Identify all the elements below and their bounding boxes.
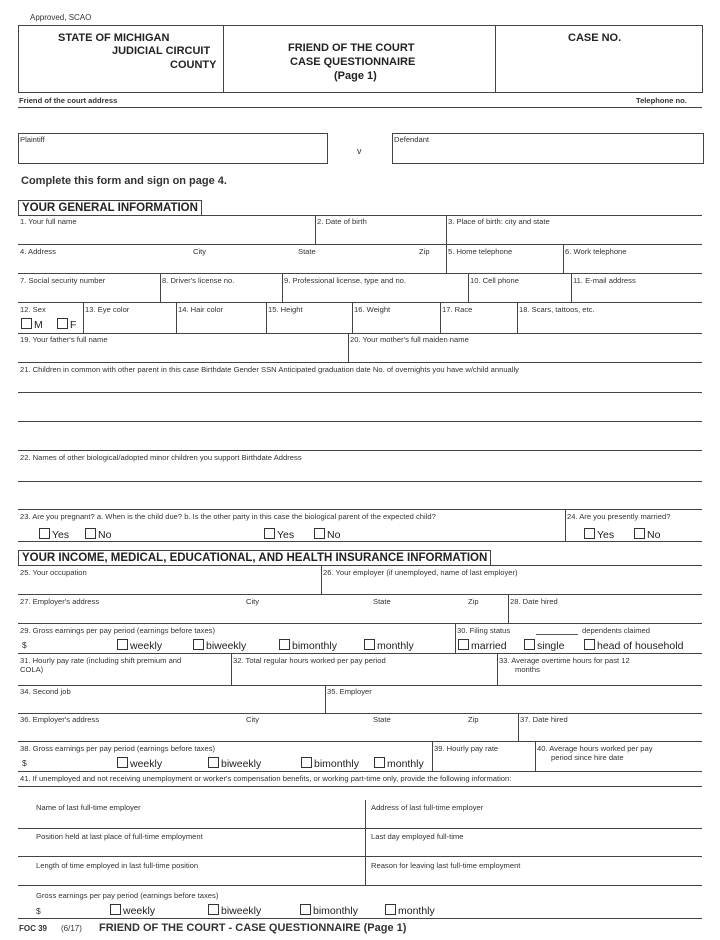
footer-form-code: FOC 39: [19, 924, 48, 933]
pregnant-no-option[interactable]: No: [85, 528, 111, 541]
second-date-hired-label: 37. Date hired: [520, 715, 568, 724]
last-employer-name-label: Name of last full-time employer: [36, 803, 141, 812]
checkbox-icon[interactable]: [374, 757, 385, 768]
case-no-label: CASE NO.: [568, 32, 622, 44]
second-job-label: 34. Second job: [20, 687, 71, 696]
last-gross-earnings-dollar: $: [36, 906, 41, 916]
checkbox-icon[interactable]: [300, 904, 311, 915]
unemployed-instructions-label: 41. If unemployed and not receiving unemployment or worker's compensation benefits, or working part-time only, provide the following information:: [20, 774, 512, 783]
employer-zip-label: Zip: [468, 597, 479, 606]
overtime-hours-label-line1: 33. Average overtime hours for past 12: [499, 656, 630, 665]
checkbox-icon[interactable]: [634, 528, 645, 539]
form-title-line1: FRIEND OF THE COURT: [288, 42, 415, 54]
last-day-employed-label: Last day employed full-time: [371, 832, 464, 841]
hourly-rate-label-line2: COLA): [20, 665, 44, 674]
second-hourly-rate-label: 39. Hourly pay rate: [434, 744, 499, 753]
eye-color-label: 13. Eye color: [85, 305, 130, 314]
pregnant-yes-option[interactable]: Yes: [39, 528, 69, 541]
second-earnings-biweekly-option[interactable]: biweekly: [208, 757, 261, 770]
full-name-label: 1. Your full name: [20, 217, 77, 226]
checkbox-icon[interactable]: [21, 318, 32, 329]
state-line3: COUNTY: [170, 59, 217, 71]
filing-head-of-household-option[interactable]: head of household: [584, 639, 683, 652]
last-earnings-weekly-option[interactable]: weekly: [110, 904, 155, 917]
address-state-label: State: [298, 247, 316, 256]
plaintiff-label: Plaintiff: [20, 135, 45, 144]
mother-name-label: 20. Your mother's full maiden name: [350, 335, 469, 344]
race-label: 17. Race: [442, 305, 473, 314]
second-earnings-weekly-option[interactable]: weekly: [117, 757, 162, 770]
second-employer-zip-label: Zip: [468, 715, 479, 724]
telephone-label: Telephone no.: [636, 96, 687, 105]
checkbox-icon[interactable]: [264, 528, 275, 539]
children-in-common-label: 21. Children in common with other parent in this case Birthdate Gender SSN Anticipated graduation date No. of overnights you have w/child annually: [20, 365, 519, 374]
checkbox-icon[interactable]: [57, 318, 68, 329]
place-of-birth-label: 3. Place of birth: city and state: [448, 217, 550, 226]
second-employer-label: 35. Employer: [327, 687, 372, 696]
earnings-biweekly-option[interactable]: biweekly: [193, 639, 246, 652]
gross-earnings-label: 29. Gross earnings per pay period (earnings before taxes): [20, 626, 216, 635]
occupation-label: 25. Your occupation: [20, 568, 87, 577]
second-gross-earnings-label: 38. Gross earnings per pay period (earnings before taxes): [20, 744, 216, 753]
pregnant-question-label: 23. Are you pregnant? a. When is the child due? b. Is the other party in this case the biological parent of the expected child?: [20, 512, 436, 521]
second-employer-address-label: 36. Employer's address: [20, 715, 100, 724]
biological-parent-yes-option[interactable]: Yes: [264, 528, 294, 541]
instruction-text: Complete this form and sign on page 4.: [21, 175, 227, 187]
average-hours-label-line2: period since hire date: [551, 753, 624, 762]
checkbox-icon[interactable]: [117, 639, 128, 650]
footer-title: FRIEND OF THE COURT - CASE QUESTIONNAIRE (Page 1): [99, 922, 407, 934]
checkbox-icon[interactable]: [301, 757, 312, 768]
last-earnings-monthly-option[interactable]: monthly: [385, 904, 435, 917]
sex-female-option[interactable]: F: [57, 318, 76, 331]
section-general-information: YOUR GENERAL INFORMATION: [18, 200, 202, 216]
scars-tattoos-label: 18. Scars, tattoos, etc.: [519, 305, 595, 314]
married-no-option[interactable]: No: [634, 528, 660, 541]
checkbox-icon[interactable]: [208, 757, 219, 768]
earnings-bimonthly-option[interactable]: bimonthly: [279, 639, 337, 652]
second-earnings-bimonthly-option[interactable]: bimonthly: [301, 757, 359, 770]
earnings-weekly-option[interactable]: weekly: [117, 639, 162, 652]
employer-label: 26. Your employer (if unemployed, name of last employer): [323, 568, 518, 577]
checkbox-icon[interactable]: [584, 639, 595, 650]
ssn-label: 7. Social security number: [20, 276, 106, 285]
dependents-claimed-label: dependents claimed: [582, 626, 650, 635]
second-gross-earnings-dollar: $: [22, 758, 27, 768]
employer-city-label: City: [246, 597, 260, 606]
email-label: 11. E-mail address: [573, 276, 636, 285]
second-earnings-monthly-option[interactable]: monthly: [374, 757, 424, 770]
other-children-label: 22. Names of other biological/adopted minor children you support Birthdate Address: [20, 453, 302, 462]
checkbox-icon[interactable]: [458, 639, 469, 650]
sex-male-option[interactable]: M: [21, 318, 43, 331]
home-telephone-label: 5. Home telephone: [448, 247, 513, 256]
checkbox-icon[interactable]: [314, 528, 325, 539]
filing-single-option[interactable]: single: [524, 639, 564, 652]
height-label: 15. Height: [268, 305, 303, 314]
father-name-label: 19. Your father's full name: [20, 335, 108, 344]
section-income-information: YOUR INCOME, MEDICAL, EDUCATIONAL, AND HEALTH INSURANCE INFORMATION: [18, 550, 491, 566]
filing-married-option[interactable]: married: [458, 639, 507, 652]
plaintiff-field[interactable]: [18, 133, 328, 164]
checkbox-icon[interactable]: [279, 639, 290, 650]
footer-form-date: (6/17): [61, 924, 82, 933]
second-employer-city-label: City: [246, 715, 260, 724]
last-earnings-biweekly-option[interactable]: biweekly: [208, 904, 261, 917]
last-gross-earnings-label: Gross earnings per pay period (earnings before taxes): [36, 891, 219, 900]
hair-color-label: 14. Hair color: [178, 305, 224, 314]
married-question-label: 24. Are you presently married?: [567, 512, 671, 521]
defendant-label: Defendant: [394, 135, 430, 144]
form-title-line2: CASE QUESTIONNAIRE: [290, 56, 416, 68]
checkbox-icon[interactable]: [110, 904, 121, 915]
approved-label: Approved, SCAO: [30, 13, 92, 22]
defendant-field[interactable]: [392, 133, 704, 164]
last-employer-address-label: Address of last full-time employer: [371, 803, 484, 812]
checkbox-icon[interactable]: [39, 528, 50, 539]
earnings-monthly-option[interactable]: monthly: [364, 639, 414, 652]
state-line2: JUDICIAL CIRCUIT: [112, 45, 211, 57]
employer-state-label: State: [373, 597, 391, 606]
second-employer-state-label: State: [373, 715, 391, 724]
checkbox-icon[interactable]: [584, 528, 595, 539]
checkbox-icon[interactable]: [85, 528, 96, 539]
married-yes-option[interactable]: Yes: [584, 528, 614, 541]
cell-phone-label: 10. Cell phone: [470, 276, 519, 285]
filing-status-label: 30. Filing status: [457, 626, 511, 635]
versus-label: v: [357, 146, 362, 156]
regular-hours-label: 32. Total regular hours worked per pay period: [233, 656, 386, 665]
checkbox-icon[interactable]: [117, 757, 128, 768]
form-title-line3: (Page 1): [334, 70, 377, 82]
state-line1: STATE OF MICHIGAN: [58, 32, 170, 44]
weight-label: 16. Weight: [354, 305, 391, 314]
average-hours-label-line1: 40. Average hours worked per pay: [537, 744, 653, 753]
address-label: 4. Address: [20, 247, 56, 256]
address-zip-label: Zip: [419, 247, 430, 256]
date-of-birth-label: 2. Date of birth: [317, 217, 367, 226]
length-employed-label: Length of time employed in last full-time position: [36, 861, 199, 870]
professional-license-label: 9. Professional license, type and no.: [284, 276, 406, 285]
overtime-hours-label-line2: months: [515, 665, 540, 674]
biological-parent-no-option[interactable]: No: [314, 528, 340, 541]
date-hired-label: 28. Date hired: [510, 597, 558, 606]
last-position-label: Position held at last place of full-time employment: [36, 832, 203, 841]
checkbox-icon[interactable]: [208, 904, 219, 915]
sex-label: 12. Sex: [20, 305, 46, 314]
work-telephone-label: 6. Work telephone: [565, 247, 627, 256]
employer-address-label: 27. Employer's address: [20, 597, 100, 606]
address-city-label: City: [193, 247, 207, 256]
drivers-license-label: 8. Driver's license no.: [162, 276, 235, 285]
checkbox-icon[interactable]: [193, 639, 204, 650]
gross-earnings-dollar: $: [22, 640, 27, 650]
foc-address-label: Friend of the court address: [19, 96, 118, 105]
last-earnings-bimonthly-option[interactable]: bimonthly: [300, 904, 358, 917]
checkbox-icon[interactable]: [364, 639, 375, 650]
reason-for-leaving-label: Reason for leaving last full-time employment: [371, 861, 521, 870]
checkbox-icon[interactable]: [524, 639, 535, 650]
hourly-rate-label-line1: 31. Hourly pay rate (including shift premium and: [20, 656, 182, 665]
checkbox-icon[interactable]: [385, 904, 396, 915]
